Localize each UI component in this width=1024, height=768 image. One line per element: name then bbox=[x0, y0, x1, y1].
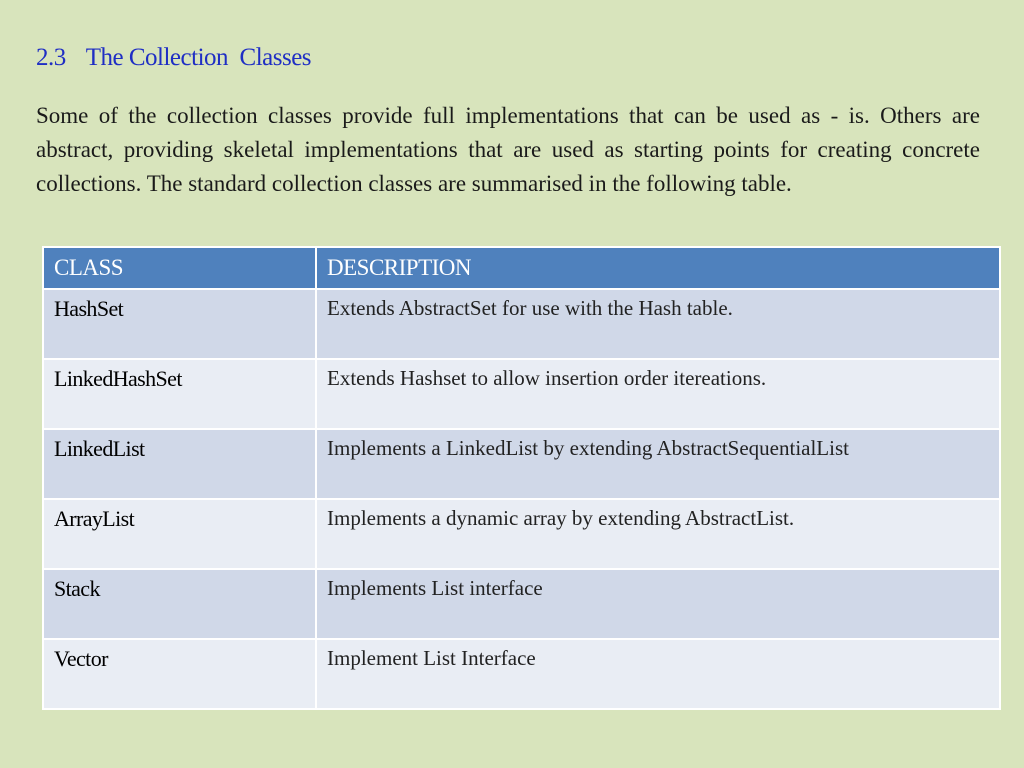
class-name-cell: ArrayList bbox=[43, 499, 316, 569]
class-name-cell: HashSet bbox=[43, 289, 316, 359]
header-class: CLASS bbox=[43, 247, 316, 289]
table-row bbox=[43, 359, 1000, 429]
description-cell: Extends Hashset to allow insertion order itereations. bbox=[316, 359, 1000, 429]
class-name-cell: LinkedHashSet bbox=[43, 359, 316, 429]
description-cell: Implements List interface bbox=[316, 569, 1000, 639]
table-row bbox=[43, 569, 1000, 639]
section-number: 2.3 bbox=[36, 44, 66, 71]
section-title: The Collection Classes bbox=[85, 44, 312, 71]
description-cell: Implements a LinkedList by extending AbstractSequentialList bbox=[316, 429, 1000, 499]
table-row bbox=[43, 639, 1000, 709]
description-cell: Implements a dynamic array by extending AbstractList. bbox=[316, 499, 1000, 569]
table-row bbox=[43, 289, 1000, 359]
description-cell: Extends AbstractSet for use with the Hash table. bbox=[316, 289, 1000, 359]
table-row bbox=[43, 429, 1000, 499]
table-row bbox=[43, 499, 1000, 569]
header-description: DESCRIPTION bbox=[316, 247, 1000, 289]
collection-classes-table bbox=[42, 246, 1001, 710]
table-header-row bbox=[43, 247, 1000, 289]
intro-paragraph: Some of the collection classes provide full implementations that can be used as - is. Others are abstract, providing skeletal implementations that are used as starting points for creating concrete collections. The standard collection classes are summarised in the following table. bbox=[36, 103, 980, 196]
description-cell: Implement List Interface bbox=[316, 639, 1000, 709]
section-heading bbox=[36, 44, 311, 72]
class-name-cell: Vector bbox=[43, 639, 316, 709]
class-name-cell: LinkedList bbox=[43, 429, 316, 499]
class-name-cell: Stack bbox=[43, 569, 316, 639]
